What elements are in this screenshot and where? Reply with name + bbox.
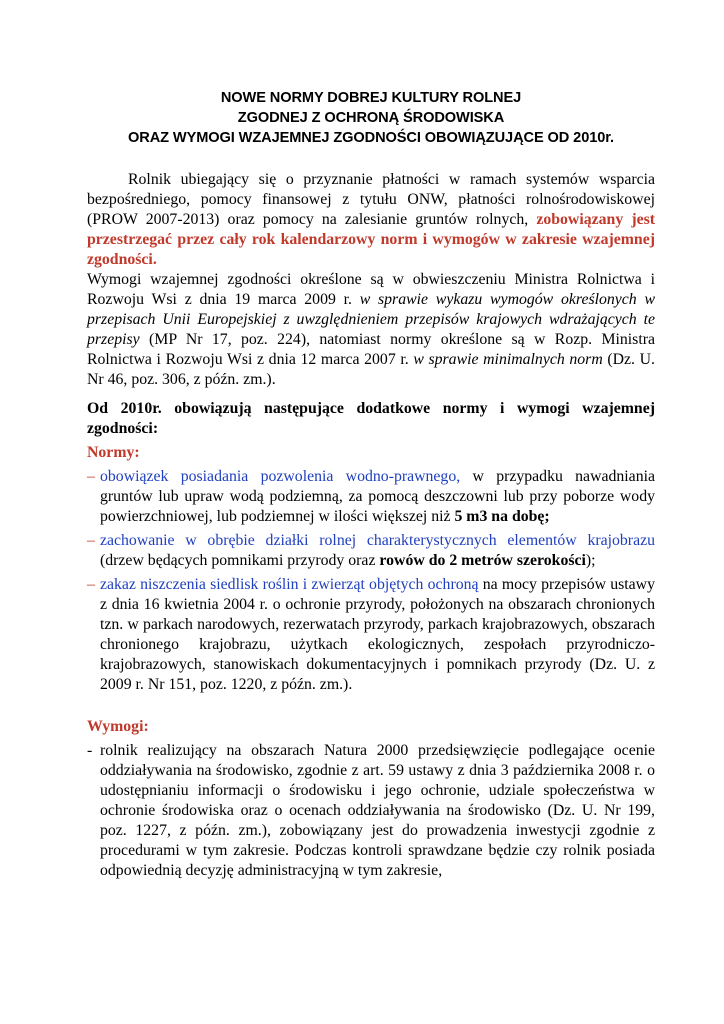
normy-item — [87, 531, 655, 571]
normy-item-title: zachowanie w obrębie działki rolnej charakterystycznych elementów krajobrazu — [100, 532, 655, 549]
normy-item — [87, 467, 655, 527]
legal-basis-paragraph — [87, 270, 655, 390]
heading-line-2: ZGODNEJ Z OCHRONĄ ŚRODOWISKA — [237, 110, 505, 126]
normy-label: Normy: — [87, 444, 140, 461]
normy-item-text: na mocy przepisów ustawy z dnia 16 kwietnia 2004 r. o ochronie przyrody, położonych na obszarach chronionych tzn. w parkach narodowych, rezerwatach przyrody, parkach krajobrazowych, obszarach chronionego krajobrazu, użytkach ekologicznych, zespołach przyrodniczo-krajobrazowych, stanowiskach dokumentacyjnych i pomnikach przyrody (Dz. U. z 2009 r. Nr 151, poz. 1220, z późn. zm.). — [100, 576, 655, 693]
legal-italic-2: w sprawie minimalnych norm — [413, 351, 603, 368]
normy-item — [87, 575, 655, 695]
heading-line-1: NOWE NORMY DOBREJ KULTURY ROLNEJ — [220, 90, 522, 106]
wymogi-label: Wymogi: — [87, 718, 149, 735]
normy-item-title: zakaz niszczenia siedlisk roślin i zwierząt objętych ochroną — [100, 576, 479, 593]
dash-bullet: – — [87, 532, 95, 549]
intro-paragraph — [87, 170, 655, 270]
normy-item-text: (drzew będących pomnikami przyrody oraz — [100, 552, 380, 569]
document-page — [87, 88, 655, 881]
dash-bullet: – — [87, 576, 95, 593]
dash-bullet: – — [87, 468, 95, 485]
normy-item-tail: ); — [585, 552, 596, 569]
legal-italic-1: w sprawie wykazu wymogów określonych w przepisach Unii Europejskiej z uwzględnieniem przepisów krajowych wdrażających te przepisy — [87, 291, 655, 348]
legal-text-1: Wymogi wzajemnej zgodności określone są w obwieszczeniu Ministra Rolnictwa i Rozwoju Wsi z dnia 19 marca 2009 r. — [87, 271, 655, 308]
section-subheading: Od 2010r. obowiązują następujące dodatkowe normy i wymogi wzajemnej zgodności: — [87, 400, 655, 437]
wymogi-item-text: rolnik realizujący na obszarach Natura 2000 przedsięwzięcie podlegające ocenie oddziaływania na środowisko, zgodnie z art. 59 ustawy z dnia 3 października 2008 r. o udostępnianiu informacji o środowisku i jego ochronie, udziale społeczeństwa w ochronie środowiska oraz o ocenach oddziaływania na środowisko (Dz. U. Nr 199, poz. 1227, z późn. zm.), zobowiązany jest do prowadzenia inwestycji zgodnie z procedurami w tym zakresie. Podczas kontroli sprawdzane będzie czy rolnik posiada odpowiednią decyzję administracyjną w tym zakresie, — [100, 742, 655, 879]
heading-line-3: ORAZ WYMOGI WZAJEMNEJ ZGODNOŚCI OBOWIĄZUJĄCE OD 2010r. — [128, 130, 614, 146]
legal-text-3: (Dz. U. Nr 46, poz. 306, z późn. zm.). — [87, 351, 655, 388]
document-heading — [87, 88, 655, 148]
intro-text: Rolnik ubiegający się o przyznanie płatności w ramach systemów wsparcia bezpośredniego, pomocy finansowej z tytułu ONW, płatności rolnośrodowiskowej (PROW 2007-2013) oraz pomocy na zalesianie gruntów rolnych, — [87, 171, 655, 228]
normy-item-bold: 5 m3 na dobę; — [454, 508, 550, 525]
normy-item-text: w przypadku nawadniania gruntów lub upraw wodą podziemną, za pomocą deszczowni lub przy poborze wody powierzchniowej, lub podziemnej w ilości większej niż — [100, 468, 655, 525]
legal-text-2: (MP Nr 17, poz. 224), natomiast normy określone są w Rozp. Ministra Rolnictwa i Rozwoju Wsi z dnia 12 marca 2007 r. — [87, 331, 655, 368]
dash-bullet: - — [87, 742, 93, 759]
normy-item-title: obowiązek posiadania pozwolenia wodno-prawnego, — [100, 468, 461, 485]
wymogi-item — [87, 741, 655, 881]
normy-item-bold: rowów do 2 metrów szerokości — [379, 552, 586, 569]
intro-highlight: zobowiązany jest przestrzegać przez cały rok kalendarzowy norm i wymogów w zakresie wzajemnej zgodności. — [87, 211, 656, 268]
